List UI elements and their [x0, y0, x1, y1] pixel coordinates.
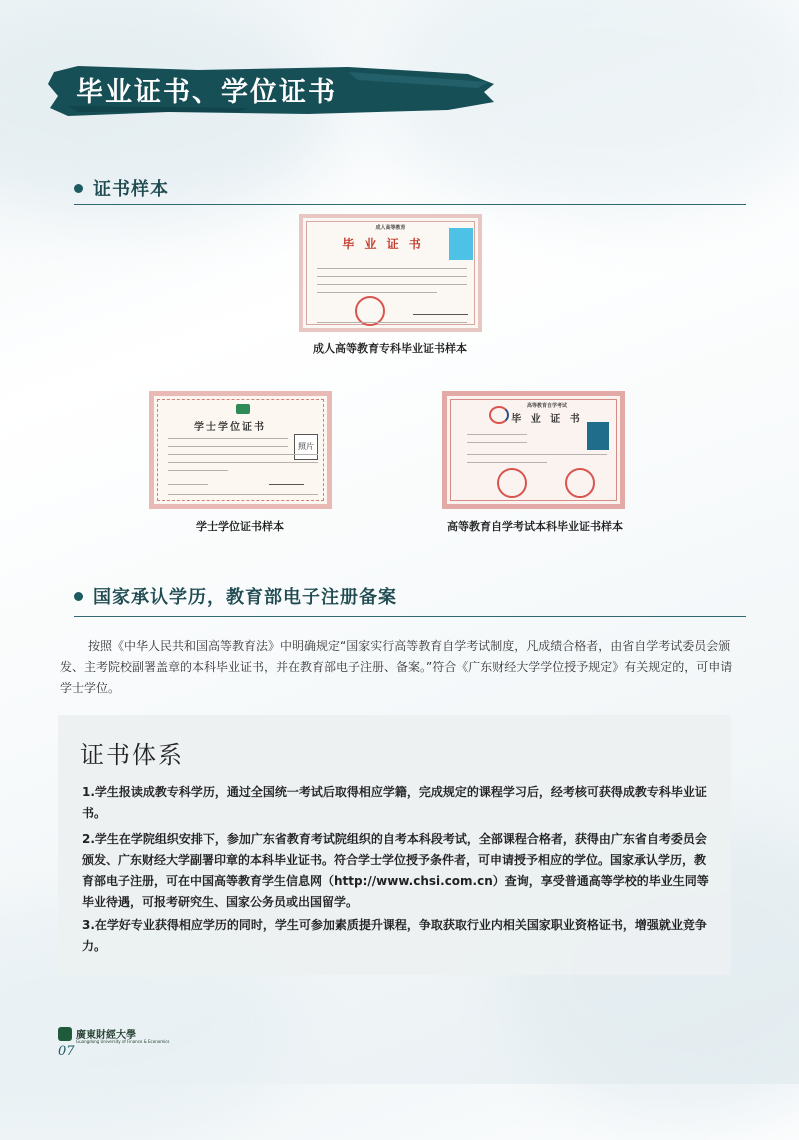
- bachelor-degree-sample: [149, 391, 332, 509]
- section-divider: [74, 204, 746, 205]
- page-title: 毕业证书、学位证书: [76, 77, 337, 108]
- sample-caption: 高等教育自学考试本科毕业证书样本: [447, 520, 623, 533]
- exam-logo-icon: [489, 406, 509, 424]
- section-heading-samples: [74, 175, 169, 201]
- sample-caption: 学士学位证书样本: [196, 520, 284, 533]
- section-divider: [74, 616, 746, 617]
- panel-title: 证书体系: [80, 741, 184, 769]
- page-number: 07: [58, 1044, 75, 1059]
- university-name-en: Guangdong University of Finance & Economics: [76, 1039, 170, 1044]
- section-heading-recognition: [74, 583, 397, 609]
- cert-title: 学士学位证书: [194, 422, 266, 433]
- photo-placeholder: [449, 228, 473, 260]
- cert-title: 毕 业 证 书: [511, 414, 583, 425]
- cert-header: 成人高等教育: [375, 225, 406, 231]
- university-name: 廣東財經大學: [76, 1030, 136, 1041]
- section-title: 国家承认学历，教育部电子注册备案: [93, 587, 397, 608]
- cert-title: 毕 业 证 书: [342, 237, 424, 251]
- self-study-exam-diploma-sample: [442, 391, 625, 509]
- system-item: 3.在学好专业获得相应学历的同时，学生可参加素质提升课程，争取获取行业内相关国家职业资格证书，增强就业竞争力。: [82, 918, 707, 953]
- sample-caption: 成人高等教育专科毕业证书样本: [313, 342, 467, 355]
- bullet-dot-icon: [74, 592, 83, 601]
- cert-header: 高等教育自学考试: [526, 403, 567, 409]
- system-item: 2.学生在学院组织安排下，参加广东省教育考试院组织的自考本科段考试，全部课程合格者，获得由广东省自考委员会颁发、广东财经大学副署印章的本科毕业证书。符合学士学位授予条件者，可申请授予相应的学位。国家承认学历，教育部电子注册，可在中国高等教育学生信息网（http://www.chsi.com.cn）查询，享受普通高等学校的毕业生同等毕业待遇，可报考研究生、国家公务员或出国留学。: [82, 832, 709, 909]
- official-seal-icon: [497, 468, 527, 498]
- photo-placeholder: [587, 422, 609, 450]
- photo-box: 照片: [294, 434, 318, 460]
- official-seal-icon: [565, 468, 595, 498]
- adult-education-diploma-sample: [299, 214, 482, 332]
- university-emblem-icon: [236, 404, 250, 414]
- university-emblem-icon: [58, 1027, 72, 1041]
- section-title: 证书样本: [93, 179, 169, 200]
- bullet-dot-icon: [74, 184, 83, 193]
- system-item: 1.学生报读成教专科学历，通过全国统一考试后取得相应学籍，完成规定的课程学习后，经考核可获得成教专科毕业证书。: [82, 785, 707, 820]
- legal-basis-paragraph: 按照《中华人民共和国高等教育法》中明确规定“国家实行高等教育自学考试制度，凡成绩合格者，由省自学考试委员会颁发、主考院校副署盖章的本科毕业证书，并在教育部电子注册、备案。”符合《广东财经大学学位授予规定》有关规定的，可申请学士学位。: [60, 639, 733, 695]
